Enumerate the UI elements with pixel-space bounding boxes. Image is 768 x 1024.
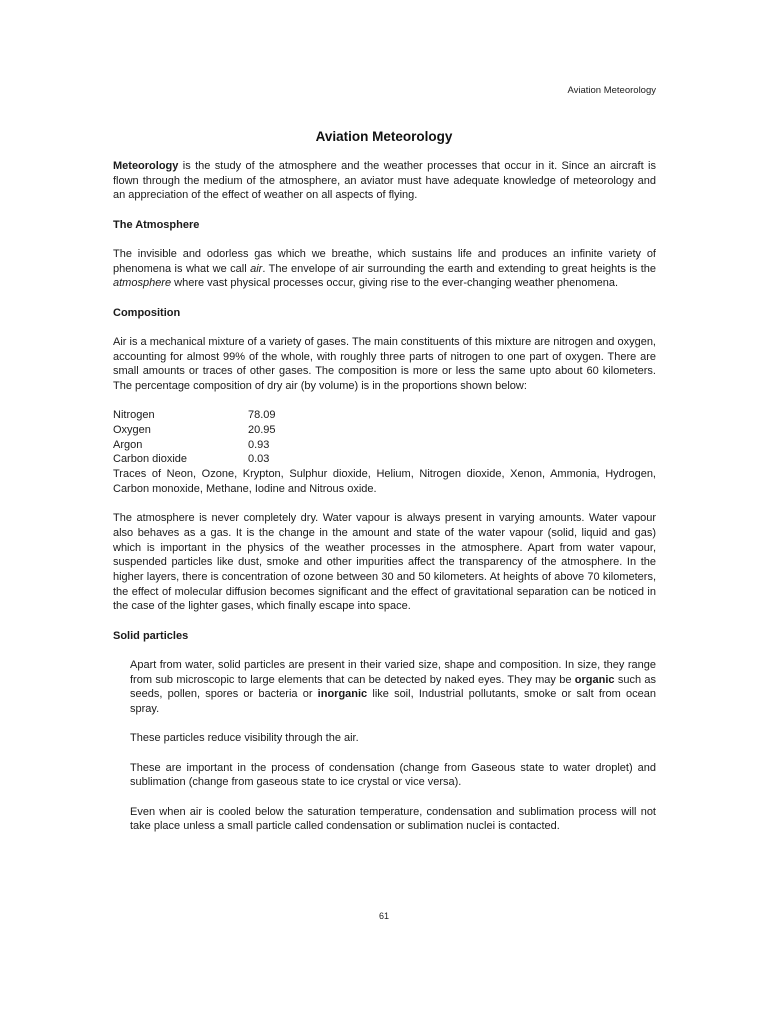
page-number: 61 [378, 911, 389, 921]
gas-value: 78.09 [248, 409, 276, 422]
composition-table [113, 408, 656, 467]
solid-text-2: such as seeds, pollen, spores or bacteria or [130, 673, 656, 701]
page-title: Aviation Meteorology [315, 129, 453, 144]
running-header: Aviation Meteorology [567, 85, 656, 96]
composition-paragraph: Air is a mechanical mixture of a variety of gases. The main constituents of this mixture are nitrogen and oxygen, accounting for almost 99% of the whole, with roughly three parts of nitrogen to one part of oxygen. There are small amounts or traces of other gases. The composition is more or less the same upto about 60 kilometers. The percentage composition of dry air (by volume) is in the proportions shown below: [113, 336, 656, 393]
solid-particles-section [113, 658, 656, 834]
water-vapour-paragraph: The atmosphere is never completely dry. Water vapour is always present in varying amounts. Water vapour also behaves as a gas. It is the change in the amount and state of the water vapour (solid, liquid and gas) which is important in the physics of the weather processes in the atmosphere. Apart from water vapour, suspended particles like dust, smoke and other impurities affect the transparency of the atmosphere. In the higher layers, there is concentration of ozone between 30 and 50 kilometers. At heights of above 70 kilometers, the effect of molecular diffusion becomes significant and the effect of gravitational separation can be noticed in the case of the lighter gases, which finally escape into space. [113, 512, 656, 613]
gas-name: Carbon dioxide [113, 453, 187, 466]
solid-particles-paragraph-4: Even when air is cooled below the saturation temperature, condensation and sublimation process will not take place unless a small particle called condensation or sublimation nuclei is contacted. [130, 805, 656, 833]
gas-value: 20.95 [248, 424, 276, 437]
document-body [113, 159, 656, 834]
gas-name: Argon [113, 438, 143, 451]
atmosphere-text-1: The invisible and odorless gas which we breathe, which sustains life and produces an infinite variety of phenomena is what we call [113, 248, 656, 275]
section-heading-atmosphere: The Atmosphere [113, 218, 200, 231]
intro-paragraph [113, 159, 656, 203]
atmosphere-paragraph [113, 247, 656, 291]
atmosphere-text-2: . The envelope of air surrounding the earth and extending to great heights is the [262, 262, 656, 275]
atmosphere-em-atmosphere: atmosphere [113, 277, 172, 290]
solid-particles-paragraph-2: These particles reduce visibility through the air. [130, 732, 359, 745]
gas-name: Oxygen [113, 424, 151, 437]
composition-row [113, 408, 656, 423]
intro-term: Meteorology [113, 160, 179, 172]
gas-name: Nitrogen [113, 409, 155, 422]
gas-value: 0.93 [248, 438, 270, 451]
solid-text-1: Apart from water, solid particles are present in their varied size, shape and composition. In size, they range from sub microscopic to large elements that can be detected by naked eyes. They may be [130, 658, 656, 686]
term-organic: organic [574, 673, 615, 686]
atmosphere-em-air: air [250, 262, 263, 275]
section-heading-composition: Composition [113, 306, 181, 319]
composition-row [113, 452, 656, 467]
traces-paragraph: Traces of Neon, Ozone, Krypton, Sulphur dioxide, Helium, Nitrogen dioxide, Xenon, Ammonia, Hydrogen, Carbon monoxide, Methane, Iodine and Nitrous oxide. [113, 468, 656, 495]
composition-row [113, 438, 656, 453]
intro-text: is the study of the atmosphere and the weather processes that occur in it. Since an aircraft is flown through the medium of the atmosphere, an aviator must have adequate knowledge of meteorology and an appreciation of the effect of weather on all aspects of flying. [113, 160, 656, 202]
gas-value: 0.03 [248, 453, 270, 466]
section-heading-solid-particles: Solid particles [113, 629, 189, 642]
solid-particles-paragraph-1 [130, 658, 656, 717]
atmosphere-text-3: where vast physical processes occur, giving rise to the ever-changing weather phenomena. [171, 277, 619, 290]
term-inorganic: inorganic [317, 688, 368, 701]
solid-particles-paragraph-3: These are important in the process of condensation (change from Gaseous state to water droplet) and sublimation (change from gaseous state to ice crystal or vice versa). [130, 761, 656, 789]
composition-row [113, 423, 656, 438]
solid-text-3: like soil, Industrial pollutants, smoke or salt from ocean spray. [130, 688, 656, 716]
